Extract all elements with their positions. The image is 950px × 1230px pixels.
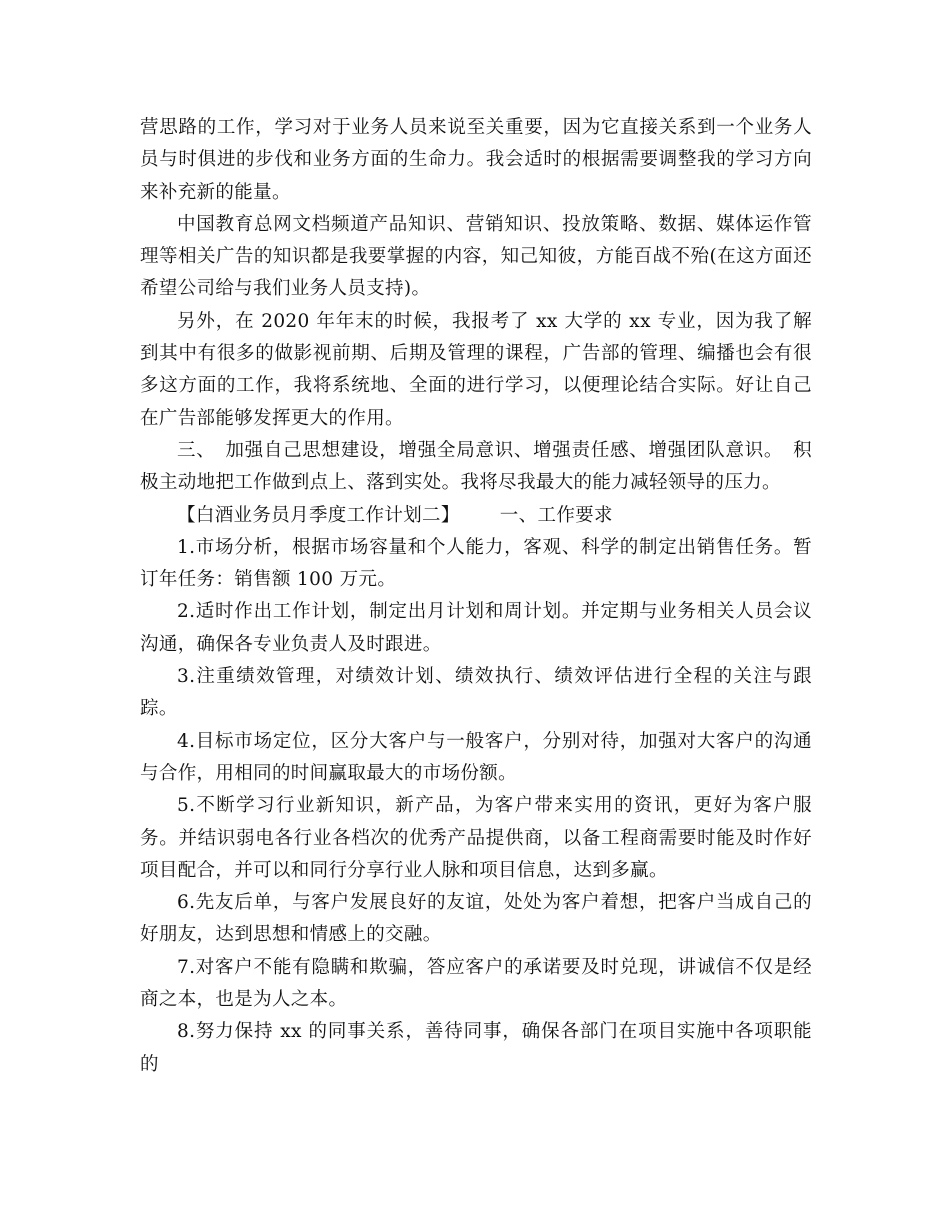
paragraph-further-study: 另外，在 2020 年年末的时候，我报考了 xx 大学的 xx 专业，因为我了解到其中有很多的做影视前期、后期及管理的课程，广告部的管理、编播也会有很多这方面的工作，我将系统地、全面的进行学习，以便理论结合实际。好让自己在广告部能够发挥更大的作用。 [140,310,812,429]
list-item-continuous-learning: 5.不断学习行业新知识，新产品，为客户带来实用的资讯，更好为客户服务。并结识弱电各行业各档次的优秀产品提供商，以备工程商需要时能及时作好项目配合，并可以和同行分享行业人脉和项目信息，达到多赢。 [140,795,812,881]
document-body [140,112,812,1081]
list-item-performance-management: 3.注重绩效管理，对绩效计划、绩效执行、绩效评估进行全程的关注与跟踪。 [140,666,812,720]
section-title: 【白酒业务员月季度工作计划二】 [177,504,460,526]
list-item-honesty: 7.对客户不能有隐瞒和欺骗，答应客户的承诺要及时兑现，讲诚信不仅是经商之本，也是为人之本。 [140,956,812,1011]
list-item-friendship-first: 6.先友后单，与客户发展良好的友谊，处处为客户着想，把客户当成自己的好朋友，达到思想和情感上的交融。 [140,892,812,946]
list-item-market-analysis: 1.市场分析，根据市场容量和个人能力，客观、科学的制定出销售任务。暂订年任务：销售额 100 万元。 [140,536,812,591]
paragraph-learning-importance: 营思路的工作，学习对于业务人员来说至关重要，因为它直接关系到一个业务人员与时俱进的步伐和业务方面的生命力。我会适时的根据需要调整我的学习方向来补充新的能量。 [140,117,812,203]
list-item-work-plan: 2.适时作出工作计划，制定出月计划和周计划。并定期与业务相关人员会议沟通，确保各专业负责人及时跟进。 [140,601,812,655]
list-item-colleague-relations: 8.努力保持 xx 的同事关系，善待同事，确保各部门在项目实施中各项职能的 [140,1021,812,1075]
section-heading [140,500,812,532]
paragraph-thought-building: 三、 加强自己思想建设，增强全局意识、增强责任感、增强团队意识。 积极主动地把工作做到点上、落到实处。我将尽我最大的能力减轻领导的压力。 [140,439,812,494]
section-subtitle: 一、工作要求 [499,504,613,526]
list-item-target-market: 4.目标市场定位，区分大客户与一般客户，分别对待，加强对大客户的沟通与合作，用相同的时间赢取最大的市场份额。 [140,730,812,784]
paragraph-knowledge-scope: 中国教育总网文档频道产品知识、营销知识、投放策略、数据、媒体运作管理等相关广告的知识都是我要掌握的内容，知己知彼，方能百战不殆(在这方面还希望公司给与我们业务人员支持)。 [140,213,812,300]
